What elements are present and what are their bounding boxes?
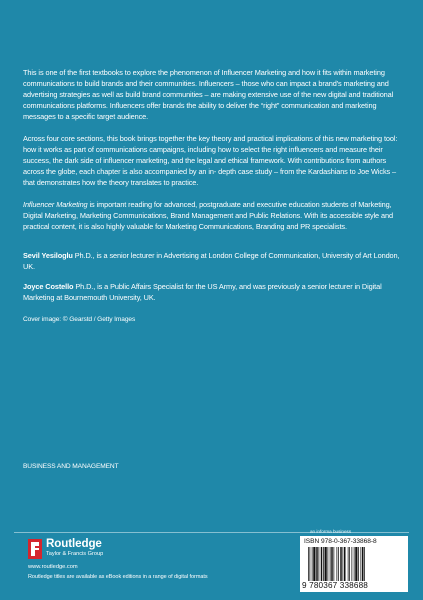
- author-bio-2: [23, 281, 401, 303]
- barcode-bars: [308, 547, 404, 581]
- description-paragraph-1: This is one of the first textbooks to explore the phenomenon of Influencer Marketing and how it fits within marketing communications to build brands and their communities. Influencers – those who can impact a brand's marketing and advertising strategies as well as build brand communities – are making extensive use of the new digital and traditional communications platforms. Influencers offer brands the ability to deliver the “right” communication and marketing messages to a specific target audience.: [23, 68, 394, 121]
- author-bio-1-text: Ph.D., is a senior lecturer in Advertising at London College of Communication, University of Art London, UK.: [23, 251, 400, 271]
- author-bio-1: [23, 250, 401, 272]
- author-name-1: Sevil Yesiloglu: [23, 251, 73, 260]
- description-paragraph-3: [23, 199, 401, 232]
- barcode-digits: 9 780367 338688: [302, 581, 368, 590]
- isbn-barcode: [300, 536, 408, 592]
- publisher-url: www.routledge.com: [28, 564, 78, 570]
- description-block: [23, 67, 401, 336]
- description-paragraph-3-text: is important reading for advanced, postgraduate and executive education students of Marketing, Digital Marketing, Marketing Communications, Brand Management and Public Relations. With its accessible style and practical content, it is also highly valuable for Marketing Communications, Branding and PR specialists.: [23, 200, 393, 231]
- book-title-italic: Influencer Marketing: [23, 200, 88, 209]
- publisher-subtitle: Taylor & Francis Group: [46, 551, 104, 557]
- informa-label: an informa business: [310, 529, 352, 534]
- category-label: BUSINESS AND MANAGEMENT: [23, 463, 119, 470]
- description-paragraph-2: Across four core sections, this book brings together the key theory and practical implications of this new marketing tool: how it works as part of communications campaigns, including how to select the right influencers and measure their success, the dark side of influencer marketing, and the legal and ethical framework. With contributions from authors across the globe, each chapter is also accompanied by an in- depth case study – from the Kardashians to Joe Wicks – that demonstrates how the theory translates to practice.: [23, 134, 398, 187]
- publisher-name: Routledge: [46, 537, 102, 550]
- ebook-note: Routledge titles are available as eBook editions in a range of digital formats: [28, 574, 208, 580]
- routledge-logo-icon: [28, 539, 42, 559]
- cover-image-credit: Cover image: © Gearstd / Getty Images: [23, 316, 136, 323]
- author-name-2: Joyce Costello: [23, 282, 74, 291]
- isbn-label: ISBN 978-0-367-33868-8: [304, 538, 377, 545]
- author-bio-2-text: Ph.D., is a Public Affairs Specialist for the US Army, and was previously a senior lecturer in Digital Marketing at Bournemouth University, UK.: [23, 282, 382, 302]
- publisher-logo: [28, 537, 218, 563]
